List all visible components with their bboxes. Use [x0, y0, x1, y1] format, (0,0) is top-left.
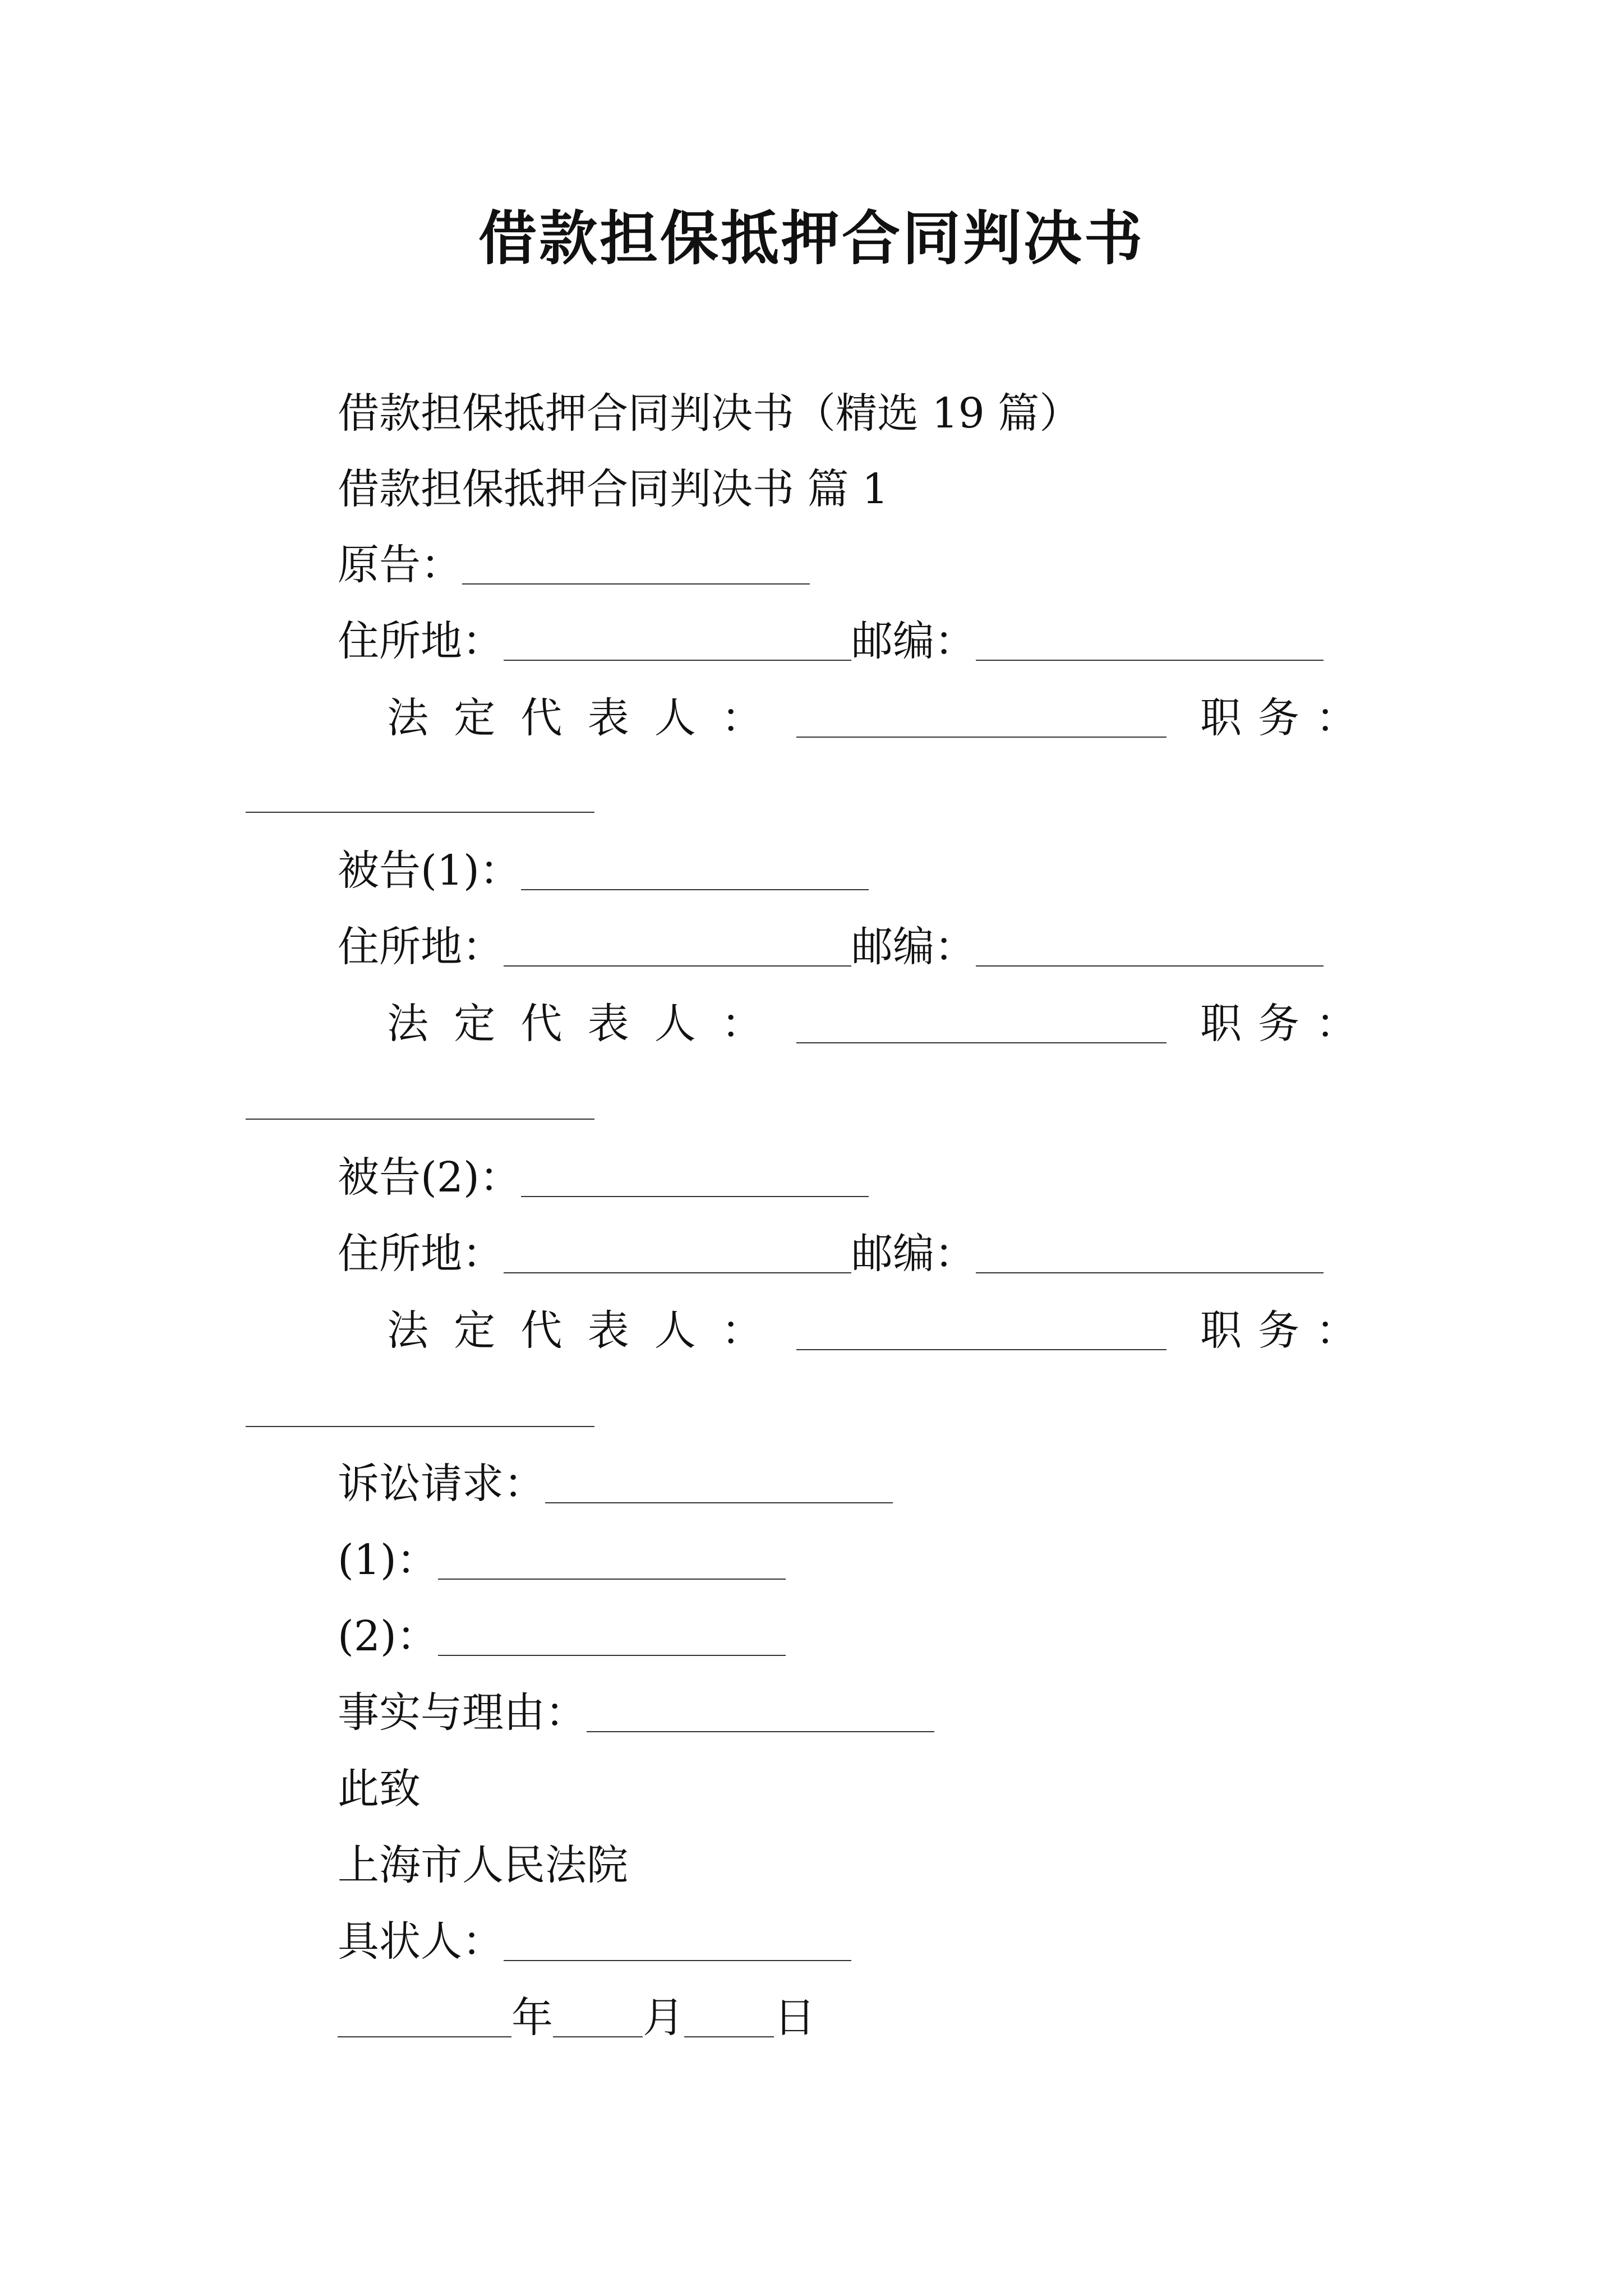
- day-label: 日: [774, 1994, 815, 2042]
- legal-rep-blank[interactable]: [796, 1007, 1166, 1043]
- applicant-blank[interactable]: [504, 1925, 851, 1961]
- position-char: 务: [1258, 1306, 1299, 1355]
- salutation-text: 此致: [338, 1765, 421, 1813]
- legal-rep-char: 代: [520, 1000, 562, 1048]
- month-label: 月: [643, 1994, 684, 2042]
- position-blank[interactable]: [246, 811, 594, 813]
- plaintiff-address-row: [338, 613, 1324, 669]
- postcode-label: 邮编：: [851, 617, 976, 665]
- page-title: 借款担保抵押合同判决书: [478, 204, 1145, 273]
- legal-rep-label: [387, 1303, 763, 1359]
- plaintiff-label: 原告：: [338, 541, 462, 589]
- position-blank[interactable]: [246, 1425, 594, 1427]
- position-char: 职: [1200, 694, 1242, 742]
- position-label: [1200, 690, 1357, 746]
- legal-rep-label: [387, 690, 763, 746]
- address-label: 住所地：: [338, 1230, 504, 1278]
- plaintiff-blank[interactable]: [462, 549, 810, 585]
- applicant-row: [338, 1913, 851, 1970]
- position-blank[interactable]: [246, 1117, 594, 1120]
- facts-blank[interactable]: [587, 1696, 934, 1732]
- claim2-row: [338, 1608, 786, 1664]
- postcode-blank[interactable]: [976, 1237, 1324, 1273]
- defendant1-address-row: [338, 919, 1324, 975]
- legal-rep-char: 人: [654, 694, 696, 742]
- document-subtitle: [338, 385, 1081, 441]
- subtitle-text: 借款担保抵押合同判决书（精选 19 篇）: [338, 389, 1081, 438]
- claim1-blank[interactable]: [438, 1544, 786, 1580]
- legal-rep-char: 代: [520, 694, 562, 742]
- defendant2-legal-rep-row: [387, 1303, 1357, 1359]
- position-char: ：: [1316, 694, 1357, 742]
- defendant1-blank[interactable]: [521, 854, 869, 890]
- legal-rep-char: ：: [721, 1306, 763, 1355]
- day-blank[interactable]: [684, 2001, 774, 2037]
- legal-rep-char: ：: [721, 694, 763, 742]
- defendant2-row: [338, 1149, 869, 1205]
- legal-rep-char: 表: [587, 1000, 629, 1048]
- plaintiff-row: [338, 537, 810, 593]
- defendant1-row: [338, 843, 869, 899]
- legal-rep-char: 法: [387, 694, 428, 742]
- defendant2-blank[interactable]: [521, 1161, 869, 1197]
- date-row: [338, 1990, 815, 2046]
- applicant-label: 具状人：: [338, 1917, 504, 1966]
- postcode-label: 邮编：: [851, 1230, 976, 1278]
- legal-rep-char: 表: [587, 694, 629, 742]
- claim1-label: (1)：: [338, 1536, 438, 1584]
- claim1-row: [338, 1532, 786, 1588]
- month-blank[interactable]: [553, 2001, 643, 2037]
- address-blank[interactable]: [504, 1237, 851, 1273]
- address-label: 住所地：: [338, 923, 504, 971]
- court-name: 上海市人民法院: [338, 1841, 628, 1889]
- section-heading-text: 借款担保抵押合同判决书 篇 1: [338, 465, 889, 513]
- address-label: 住所地：: [338, 617, 504, 665]
- address-blank[interactable]: [504, 625, 851, 661]
- postcode-label: 邮编：: [851, 923, 976, 971]
- claims-label: 诉讼请求：: [338, 1460, 545, 1508]
- defendant1-legal-rep-row: [387, 996, 1357, 1052]
- position-char: 务: [1258, 694, 1299, 742]
- position-char: 职: [1200, 1000, 1242, 1048]
- legal-rep-char: 定: [454, 1306, 496, 1355]
- legal-rep-char: 定: [454, 1000, 496, 1048]
- position-char: ：: [1316, 1000, 1357, 1048]
- legal-rep-char: 法: [387, 1000, 428, 1048]
- facts-label: 事实与理由：: [338, 1688, 587, 1737]
- position-label: [1200, 1303, 1357, 1359]
- position-label: [1200, 996, 1357, 1052]
- defendant2-label: 被告(2)：: [338, 1153, 521, 1202]
- legal-rep-char: 代: [520, 1306, 562, 1355]
- section-heading: [338, 461, 888, 517]
- position-char: 务: [1258, 1000, 1299, 1048]
- address-blank[interactable]: [504, 931, 851, 967]
- legal-rep-label: [387, 996, 763, 1052]
- postcode-blank[interactable]: [976, 625, 1324, 661]
- year-blank[interactable]: [338, 2001, 511, 2037]
- claims-row: [338, 1456, 893, 1512]
- legal-rep-char: 人: [654, 1306, 696, 1355]
- salutation-row: [338, 1761, 421, 1817]
- court-row: [338, 1837, 628, 1893]
- legal-rep-char: 表: [587, 1306, 629, 1355]
- legal-rep-char: 法: [387, 1306, 428, 1355]
- legal-rep-char: ：: [721, 1000, 763, 1048]
- legal-rep-blank[interactable]: [796, 702, 1166, 738]
- legal-rep-char: 人: [654, 1000, 696, 1048]
- position-char: ：: [1316, 1306, 1357, 1355]
- facts-row: [338, 1685, 934, 1741]
- position-char: 职: [1200, 1306, 1242, 1355]
- year-label: 年: [511, 1994, 553, 2042]
- claim2-label: (2)：: [338, 1612, 438, 1660]
- postcode-blank[interactable]: [976, 931, 1324, 967]
- claims-blank[interactable]: [545, 1467, 893, 1503]
- claim2-blank[interactable]: [438, 1620, 786, 1656]
- defendant1-label: 被告(1)：: [338, 846, 521, 895]
- legal-rep-char: 定: [454, 694, 496, 742]
- legal-rep-blank[interactable]: [796, 1314, 1166, 1350]
- defendant2-address-row: [338, 1226, 1324, 1282]
- plaintiff-legal-rep-row: [387, 690, 1357, 746]
